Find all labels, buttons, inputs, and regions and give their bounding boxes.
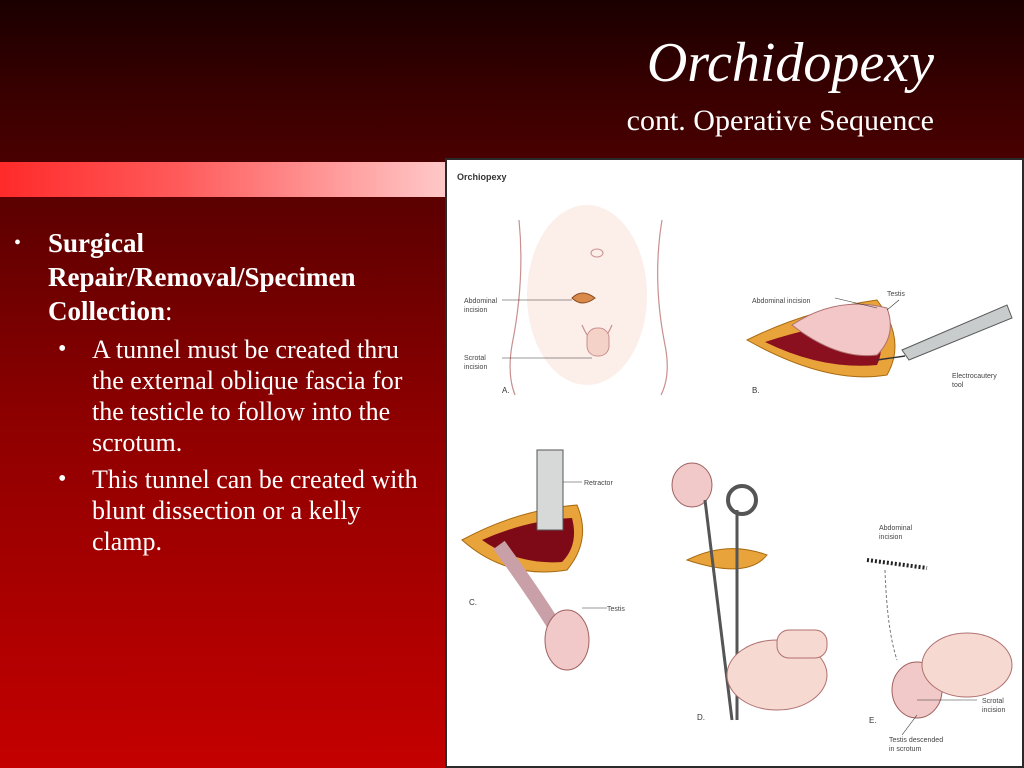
accent-bar [0,162,445,197]
figure-title: Orchiopexy [457,172,507,182]
slide-subtitle: cont. Operative Sequence [626,104,934,137]
label-incision-a2: incision [464,364,488,371]
panel-letter-c: C. [469,598,477,607]
panel-a [464,205,667,395]
label-abdominal-incision-b: Abdominal incision [752,298,811,305]
sub-bullet [58,334,432,458]
label-abdominal-incision-a: Abdominal [464,298,498,305]
label-retractor: Retractor [584,480,613,487]
slide-title: Orchidopexy [646,32,934,94]
bullet-icon: • [58,336,67,362]
main-bullet [12,226,432,328]
orchiopexy-illustration [445,158,1024,768]
panel-c [462,450,625,670]
label-in-scrotum: in scrotum [889,746,922,753]
sub-bullet-text: This tunnel can be created with blunt dissection or a kelly clamp. [92,465,418,556]
panel-letter-a: A. [502,386,510,395]
label-testis-descended: Testis descended [889,737,944,744]
label-incision-e2: incision [982,707,1006,714]
label-electrocautery: Electrocautery [952,373,997,380]
panel-letter-d: D. [697,713,705,722]
panel-letter-e: E. [869,716,877,725]
content-text [12,226,432,563]
label-tool: tool [952,382,964,389]
label-testis-b: Testis [887,291,905,298]
sub-bullet-text: A tunnel must be created thru the external oblique fascia for the testicle to follow into the scrotum. [92,335,403,457]
label-scrotal-incision-a: Scrotal [464,355,486,362]
sub-bullet [58,464,432,557]
panel-d [672,463,827,722]
illustration-svg [447,160,1022,766]
sub-bullets [58,334,432,557]
label-testis-c: Testis [607,606,625,613]
main-heading: Surgical Repair/Removal/Specimen Collection [48,228,356,326]
bullet-icon: • [58,466,67,492]
bullet-icon: • [14,232,22,254]
panel-letter-b: B. [752,386,760,395]
panel-b [747,291,1012,395]
label-incision-e: incision [879,534,903,541]
heading-colon: : [164,296,173,326]
label-abdominal-incision-e: Abdominal [879,525,913,532]
label-incision-a: incision [464,307,488,314]
panel-e [867,525,1012,753]
label-scrotal-incision-e: Scrotal [982,698,1004,705]
